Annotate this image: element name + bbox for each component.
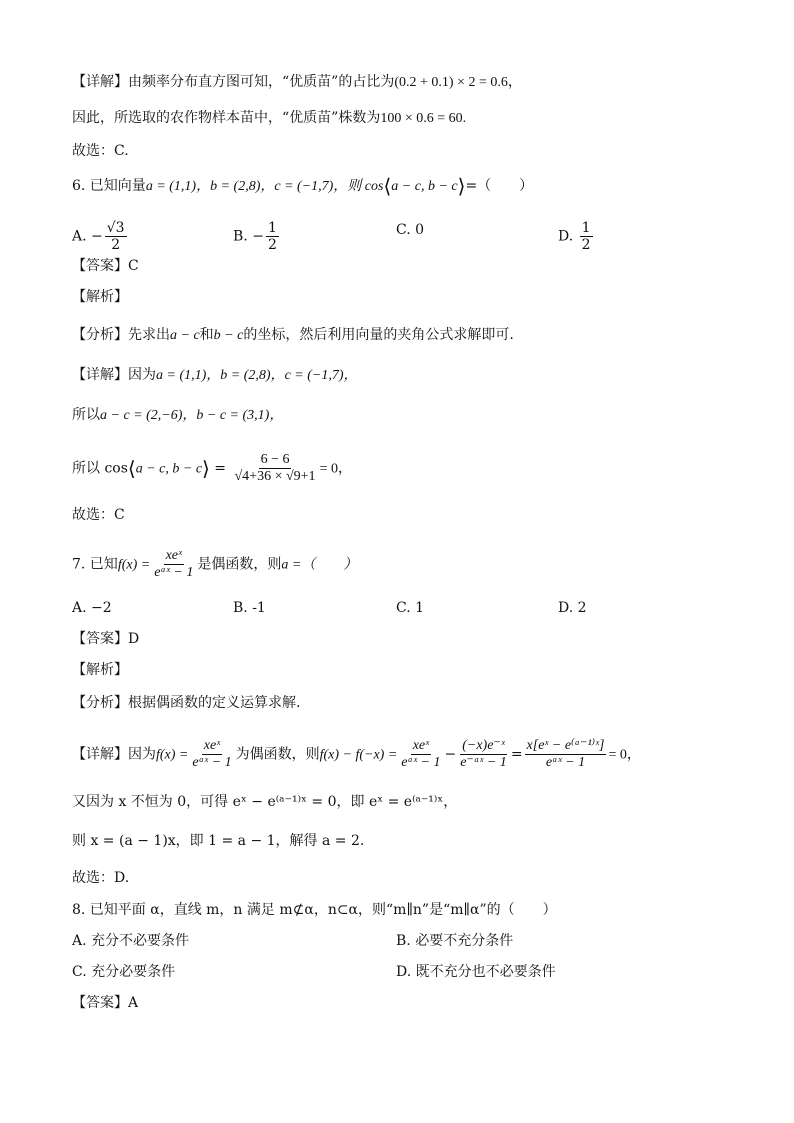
numerator: √3: [106, 220, 125, 236]
numerator: (−x)e⁻ˣ: [462, 738, 505, 753]
q6-vec-c: c = (−1,7)，则 cos: [274, 179, 384, 194]
detail-expr: a = (1,1)，: [156, 368, 221, 383]
fraction: [458, 738, 509, 771]
q6-answer: [72, 256, 139, 276]
detail-expr: a − c, b − c: [135, 461, 203, 477]
q7-option-a: A. −2: [72, 600, 112, 616]
denominator: 2: [111, 237, 121, 253]
q6-vec-a: a = (1,1)，: [145, 179, 211, 194]
q5-detail-expr: (0.2 + 0.1) × 2 = 0.6，: [394, 75, 522, 90]
detail-tag: 【详解】: [72, 367, 128, 383]
q6-analysis-tag: 【解析】: [72, 289, 128, 305]
denominator: 2: [267, 237, 277, 253]
sign: −: [91, 228, 103, 245]
answer-tag: 【答案】: [72, 995, 128, 1011]
q8-option-d: D. 既不充分也不必要条件: [396, 964, 556, 980]
denominator: eᵃˣ − 1: [192, 755, 232, 770]
q6-option-d: [558, 220, 595, 253]
detail-text: 因为: [128, 746, 156, 763]
q5-detail-line2: [72, 108, 466, 129]
fenxi-text: 和: [199, 327, 214, 343]
numerator: x[eˣ − e⁽ᵃ⁻¹⁾ˣ]: [526, 738, 605, 753]
q7-detail-line2: 又因为 x 不恒为 0，可得 eˣ − e⁽ᵃ⁻¹⁾ˣ = 0，即 eˣ = e⁽ᵃ⁻¹⁾ˣ，: [72, 794, 458, 810]
fraction: [105, 220, 127, 253]
detail-expr: = 0，: [319, 461, 352, 477]
q6-detail-line3: 所以 cos⟨a − c, b − c⟩ = $\frac{6 - 6}{√4+36 \times √9+1}$ = 0，: [72, 452, 352, 484]
q7-detail-line1: 【详解】因为f(x) = $\frac{\text{xeˣ}}{\text{eᵃˣ − 1}}$ 为偶函数，则f(x) − f(−x) = $\frac{\text{xeˣ}}{\text{eᵃˣ − 1}}$ − $\frac{\text{(−x)e⁻ˣ}}{\text{e⁻ᵃˣ − 1}}$ = $\frac{\text{x[eˣ − e⁽ᵃ⁻¹⁾ˣ]}}{\text{eᵃˣ − 1}}$ = 0，: [72, 738, 641, 770]
fenxi-text: 先求出: [128, 327, 170, 343]
q6-fenxi: [72, 325, 514, 346]
q6-conclusion: 故选：C: [72, 507, 125, 523]
detail-expr: f(x) =: [156, 747, 189, 763]
detail-expr: a − c = (2,−6)，: [100, 408, 197, 423]
q6-detail-line2: [72, 405, 283, 426]
q6-option-a: [72, 220, 129, 253]
fraction: [233, 452, 318, 485]
denominator: eᵃˣ − 1: [401, 755, 441, 770]
denominator: e⁻ᵃˣ − 1: [460, 755, 507, 770]
q5-conclusion: 故选：C.: [72, 143, 129, 159]
detail-expr: c = (−1,7)，: [284, 368, 358, 383]
detail-expr: b − c = (3,1)，: [196, 408, 284, 423]
q7-detail-line3: 则 x = (a − 1)x，即 1 = a − 1，解得 a = 2.: [72, 833, 365, 849]
fraction: [580, 220, 593, 253]
q7-conclusion: 故选：D.: [72, 870, 130, 886]
option-label: A.: [72, 228, 87, 245]
numerator: 1: [267, 220, 277, 236]
option-label: B.: [233, 228, 248, 245]
fraction: [399, 738, 442, 771]
fraction: [190, 738, 233, 771]
q6-angle-expr: a − c, b − c: [391, 179, 458, 194]
q6-option-c: C. 0: [396, 222, 425, 238]
q8-option-c: C. 充分必要条件: [72, 964, 176, 980]
q7-fenxi: [72, 693, 300, 713]
detail-expr: f(x) − f(−x) =: [319, 747, 398, 763]
numerator: xeˣ: [203, 738, 221, 753]
fenxi-text: 根据偶函数的定义运算求解.: [128, 695, 301, 711]
stem-expr: a =（ ）: [281, 557, 358, 573]
q5-detail-line1: [72, 72, 522, 93]
fenxi-tag: 【分析】: [72, 695, 128, 711]
q6-stem: [72, 176, 533, 197]
stem-text: 7. 已知: [72, 556, 118, 573]
q8-answer: [72, 993, 138, 1013]
fraction: [152, 548, 195, 581]
q6-option-b: [233, 220, 281, 253]
fenxi-expr: b − c: [213, 328, 244, 343]
detail-tag: 【详解】: [72, 746, 128, 763]
denominator: eᵃˣ − 1: [154, 565, 194, 580]
denominator: √4+36 × √9+1: [234, 469, 316, 484]
detail-text: 所以 cos: [72, 460, 128, 477]
fenxi-tag: 【分析】: [72, 327, 128, 343]
rangle: ⟩: [202, 456, 210, 481]
q7-option-d: D. 2: [558, 600, 587, 616]
detail-expr: = 0，: [608, 747, 641, 763]
answer-value: A: [128, 995, 139, 1011]
numerator: xeˣ: [412, 738, 430, 753]
q8-option-b: B. 必要不充分条件: [396, 933, 514, 949]
stem-text: 是偶函数，则: [197, 556, 282, 573]
detail-tag: 【详解】: [72, 74, 128, 90]
q7-option-c: C. 1: [396, 600, 425, 616]
detail-text: 因为: [128, 367, 156, 383]
detail-text: 为偶函数，则: [235, 746, 320, 763]
answer-tag: 【答案】: [72, 258, 128, 274]
fenxi-text: 的坐标，然后利用向量的夹角公式求解即可.: [243, 327, 514, 343]
q8-stem: 8. 已知平面 α，直线 m，n 满足 m⊄α，n⊂α，则“m∥n”是“m∥α”的（ ）: [72, 902, 557, 918]
fraction: [525, 738, 607, 771]
q8-option-a: A. 充分不必要条件: [72, 933, 190, 949]
option-label: D.: [558, 228, 574, 245]
answer-tag: 【答案】: [72, 631, 128, 647]
q6-detail-line1: [72, 365, 358, 386]
answer-value: D: [128, 631, 140, 647]
q5-detail-expr2: 100 × 0.6 = 60.: [380, 111, 467, 126]
stem-expr: f(x) =: [117, 557, 151, 573]
fraction: [266, 220, 279, 253]
q7-stem: [72, 548, 357, 581]
q7-analysis-tag: 【解析】: [72, 662, 128, 678]
langle: ⟨: [127, 456, 136, 481]
numerator: 6 − 6: [260, 452, 290, 467]
rangle: ⟩: [457, 174, 466, 198]
detail-text: 所以: [72, 407, 100, 423]
sign: −: [252, 228, 264, 245]
q7-option-b: B. -1: [233, 600, 266, 616]
detail-expr: b = (2,8)，: [220, 368, 285, 383]
numerator: xeˣ: [165, 548, 182, 563]
langle: ⟨: [383, 174, 392, 198]
q5-detail-text: 由频率分布直方图可知，“优质苗”的占比为: [128, 74, 395, 90]
q5-detail-text2: 因此，所选取的农作物样本苗中，“优质苗”株数为: [72, 110, 381, 126]
fenxi-expr: a − c: [170, 328, 200, 343]
q6-stem-tail: =（ ）: [465, 178, 534, 194]
q6-vec-b: b = (2,8)，: [210, 179, 275, 194]
q7-answer: [72, 629, 139, 649]
denominator: 2: [581, 237, 591, 253]
denominator: eᵃˣ − 1: [545, 755, 586, 770]
answer-value: C: [128, 258, 139, 274]
numerator: 1: [581, 220, 591, 236]
q6-stem-text: 6. 已知向量: [72, 178, 146, 194]
